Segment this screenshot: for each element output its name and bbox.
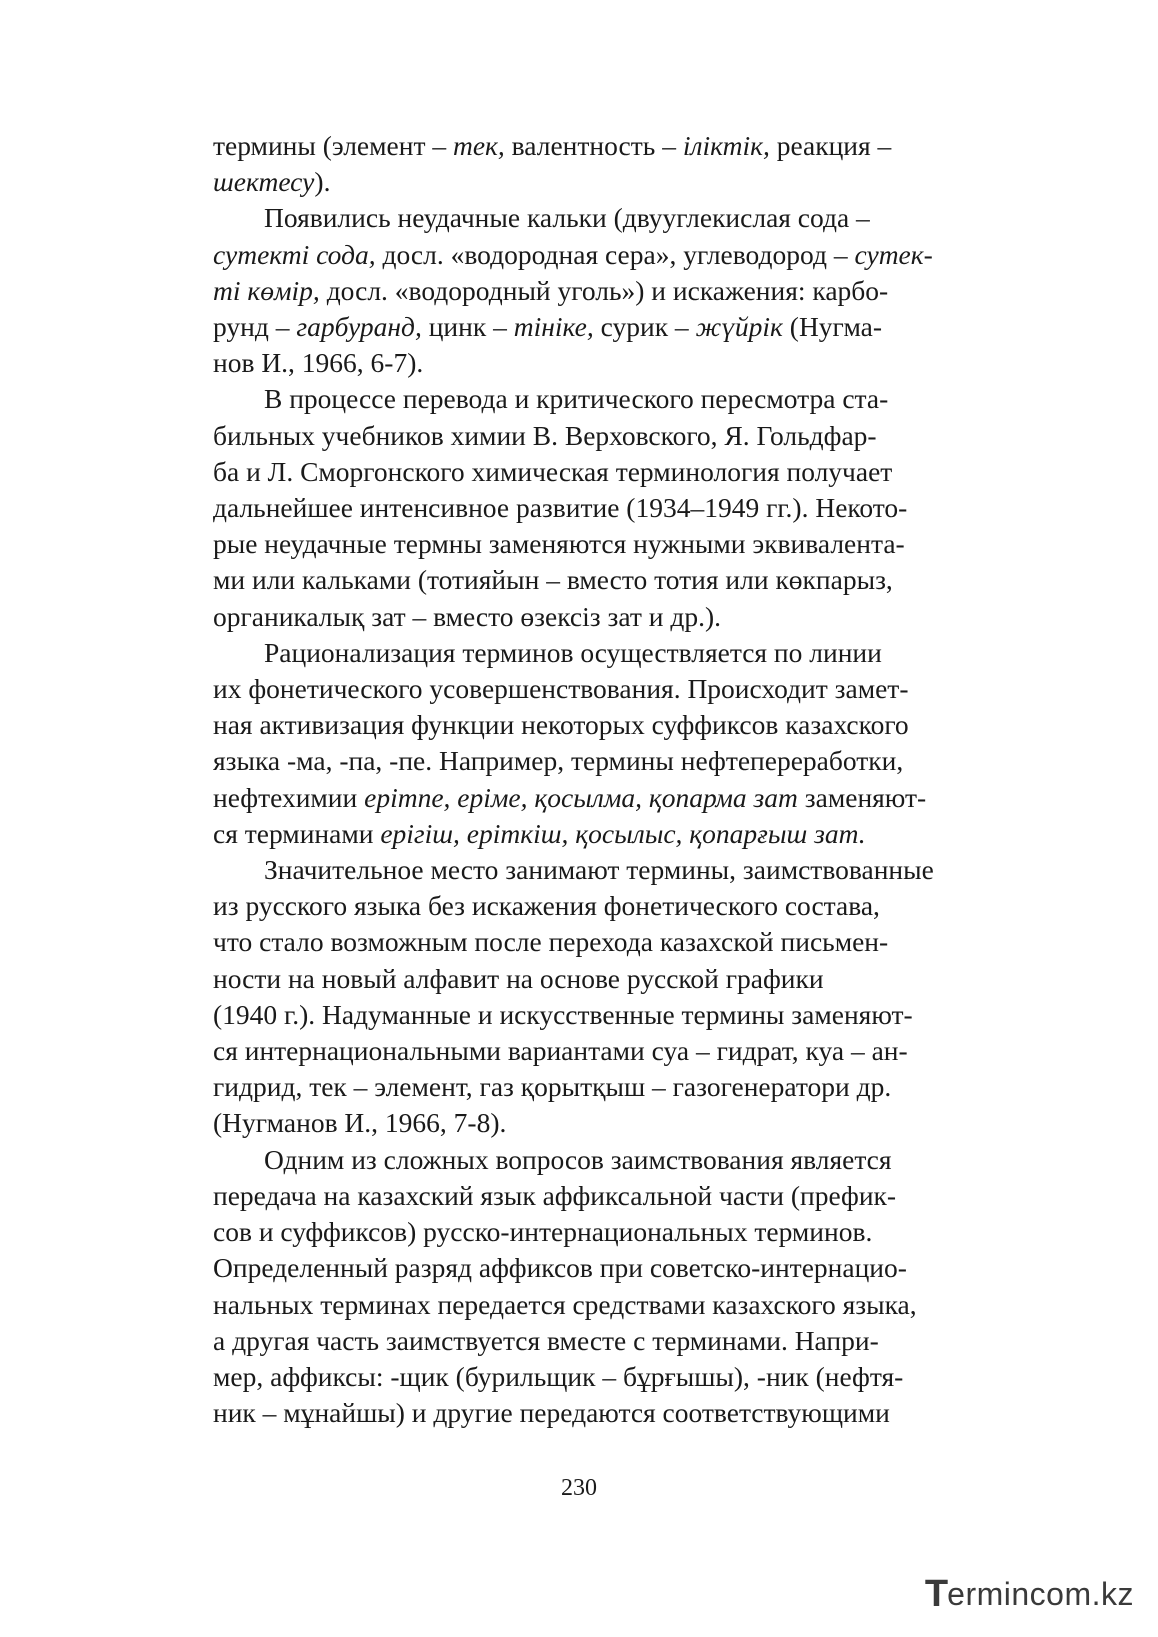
paragraph [213,200,998,381]
italic-term: іліктік, [682,130,770,161]
text-run: досл. «водородная сера», углеводород – [375,238,855,270]
text-run: Значительное место занимают термины, заимствованные из русского языка без искажения фонетического состава, что стало возможным после перехода казахской письмен- ности на новый алфавит на основе русской графики (1940 г.). Надуманные и искусственные термины заменяют- ся интернациональными вариантами суа – гидрат, куа – ан- гидрид, тек – элемент, газ қорытқыш – газогенератори др. (Нугманов И., 1966, 7-8). [213,854,934,1139]
paragraph [213,381,998,634]
text-run: досл. «водородный уголь») и искажения: карбо- рунд – [213,274,889,343]
italic-term: гарбуранд, [296,311,422,343]
italic-term: жүйрік [695,311,783,343]
italic-term: сутек- ті көмір, [213,238,933,306]
text-run: сурик – [593,311,696,343]
italic-term: тек, [452,130,505,161]
watermark-text: ermincom.kz [947,1576,1134,1612]
italic-term: тініке, [513,311,594,343]
text-run: Появились неудачные кальки (двууглекислая сода – [264,202,870,234]
italic-term: сутекті сода, [213,238,376,270]
text-run: термины (элемент – [213,130,453,161]
text-run: цинк – [421,311,514,343]
text-run: ). [314,166,331,198]
page-number: 230 [561,1475,597,1501]
text-run: валентность – [504,130,683,161]
text-run: (Нугма- нов И., 1966, 6-7). [213,311,883,379]
italic-term: шектесу [213,166,315,198]
text-column [213,128,998,1431]
watermark-logo [925,1573,1134,1615]
text-run: В процессе перевода и критического пересмотра ста- бильных учебников химии В. Верховского, Я. Гольдфар- ба и Л. Сморгонского химическая терминология получает дальнейшее интенсивное развитие (1934–1949 гг.). Некото- рые неудачные термны заменяются нужными эквивалента- ми или кальками (тотияйын – вместо тотия или көкпарыз, органикалық зат – вместо өзексіз зат и др.). [213,383,908,632]
paragraph [213,635,998,852]
italic-term: ерітпе, еріме, қосылма, қопарма зат [364,781,798,813]
paragraph [213,1142,998,1432]
paragraph [213,128,998,200]
paragraph [213,852,998,1142]
text-run: Рационализация терминов осуществляется по линии их фонетического усовершенствования. Происходит замет- ная активизация функции некоторых суффиксов казахского языка -ма, -па, -пе. Например, термины нефтепереработки, нефтехимии [213,636,909,813]
text-run: заменяют- ся терминами [213,781,927,849]
italic-term: ерігіш, еріткіш, қосылыс, қопарғыш зат. [380,817,866,849]
text-run: Одним из сложных вопросов заимствования является передача на казахский язык аффиксальной части (префик- сов и суффиксов) русско-интернациональных терминов. Определенный разряд аффиксов при советско-интернацио- нальных терминах передается средствами казахского языка, а другая часть заимствуется вместе с терминами. Напри- мер, аффиксы: -щик (бурильщик – бұрғышы), -ник (нефтя- ник – мұнайшы) и другие передаются соответствующими [213,1143,917,1429]
text-run: реакция – [776,130,892,161]
watermark-first-letter: T [924,1573,948,1615]
